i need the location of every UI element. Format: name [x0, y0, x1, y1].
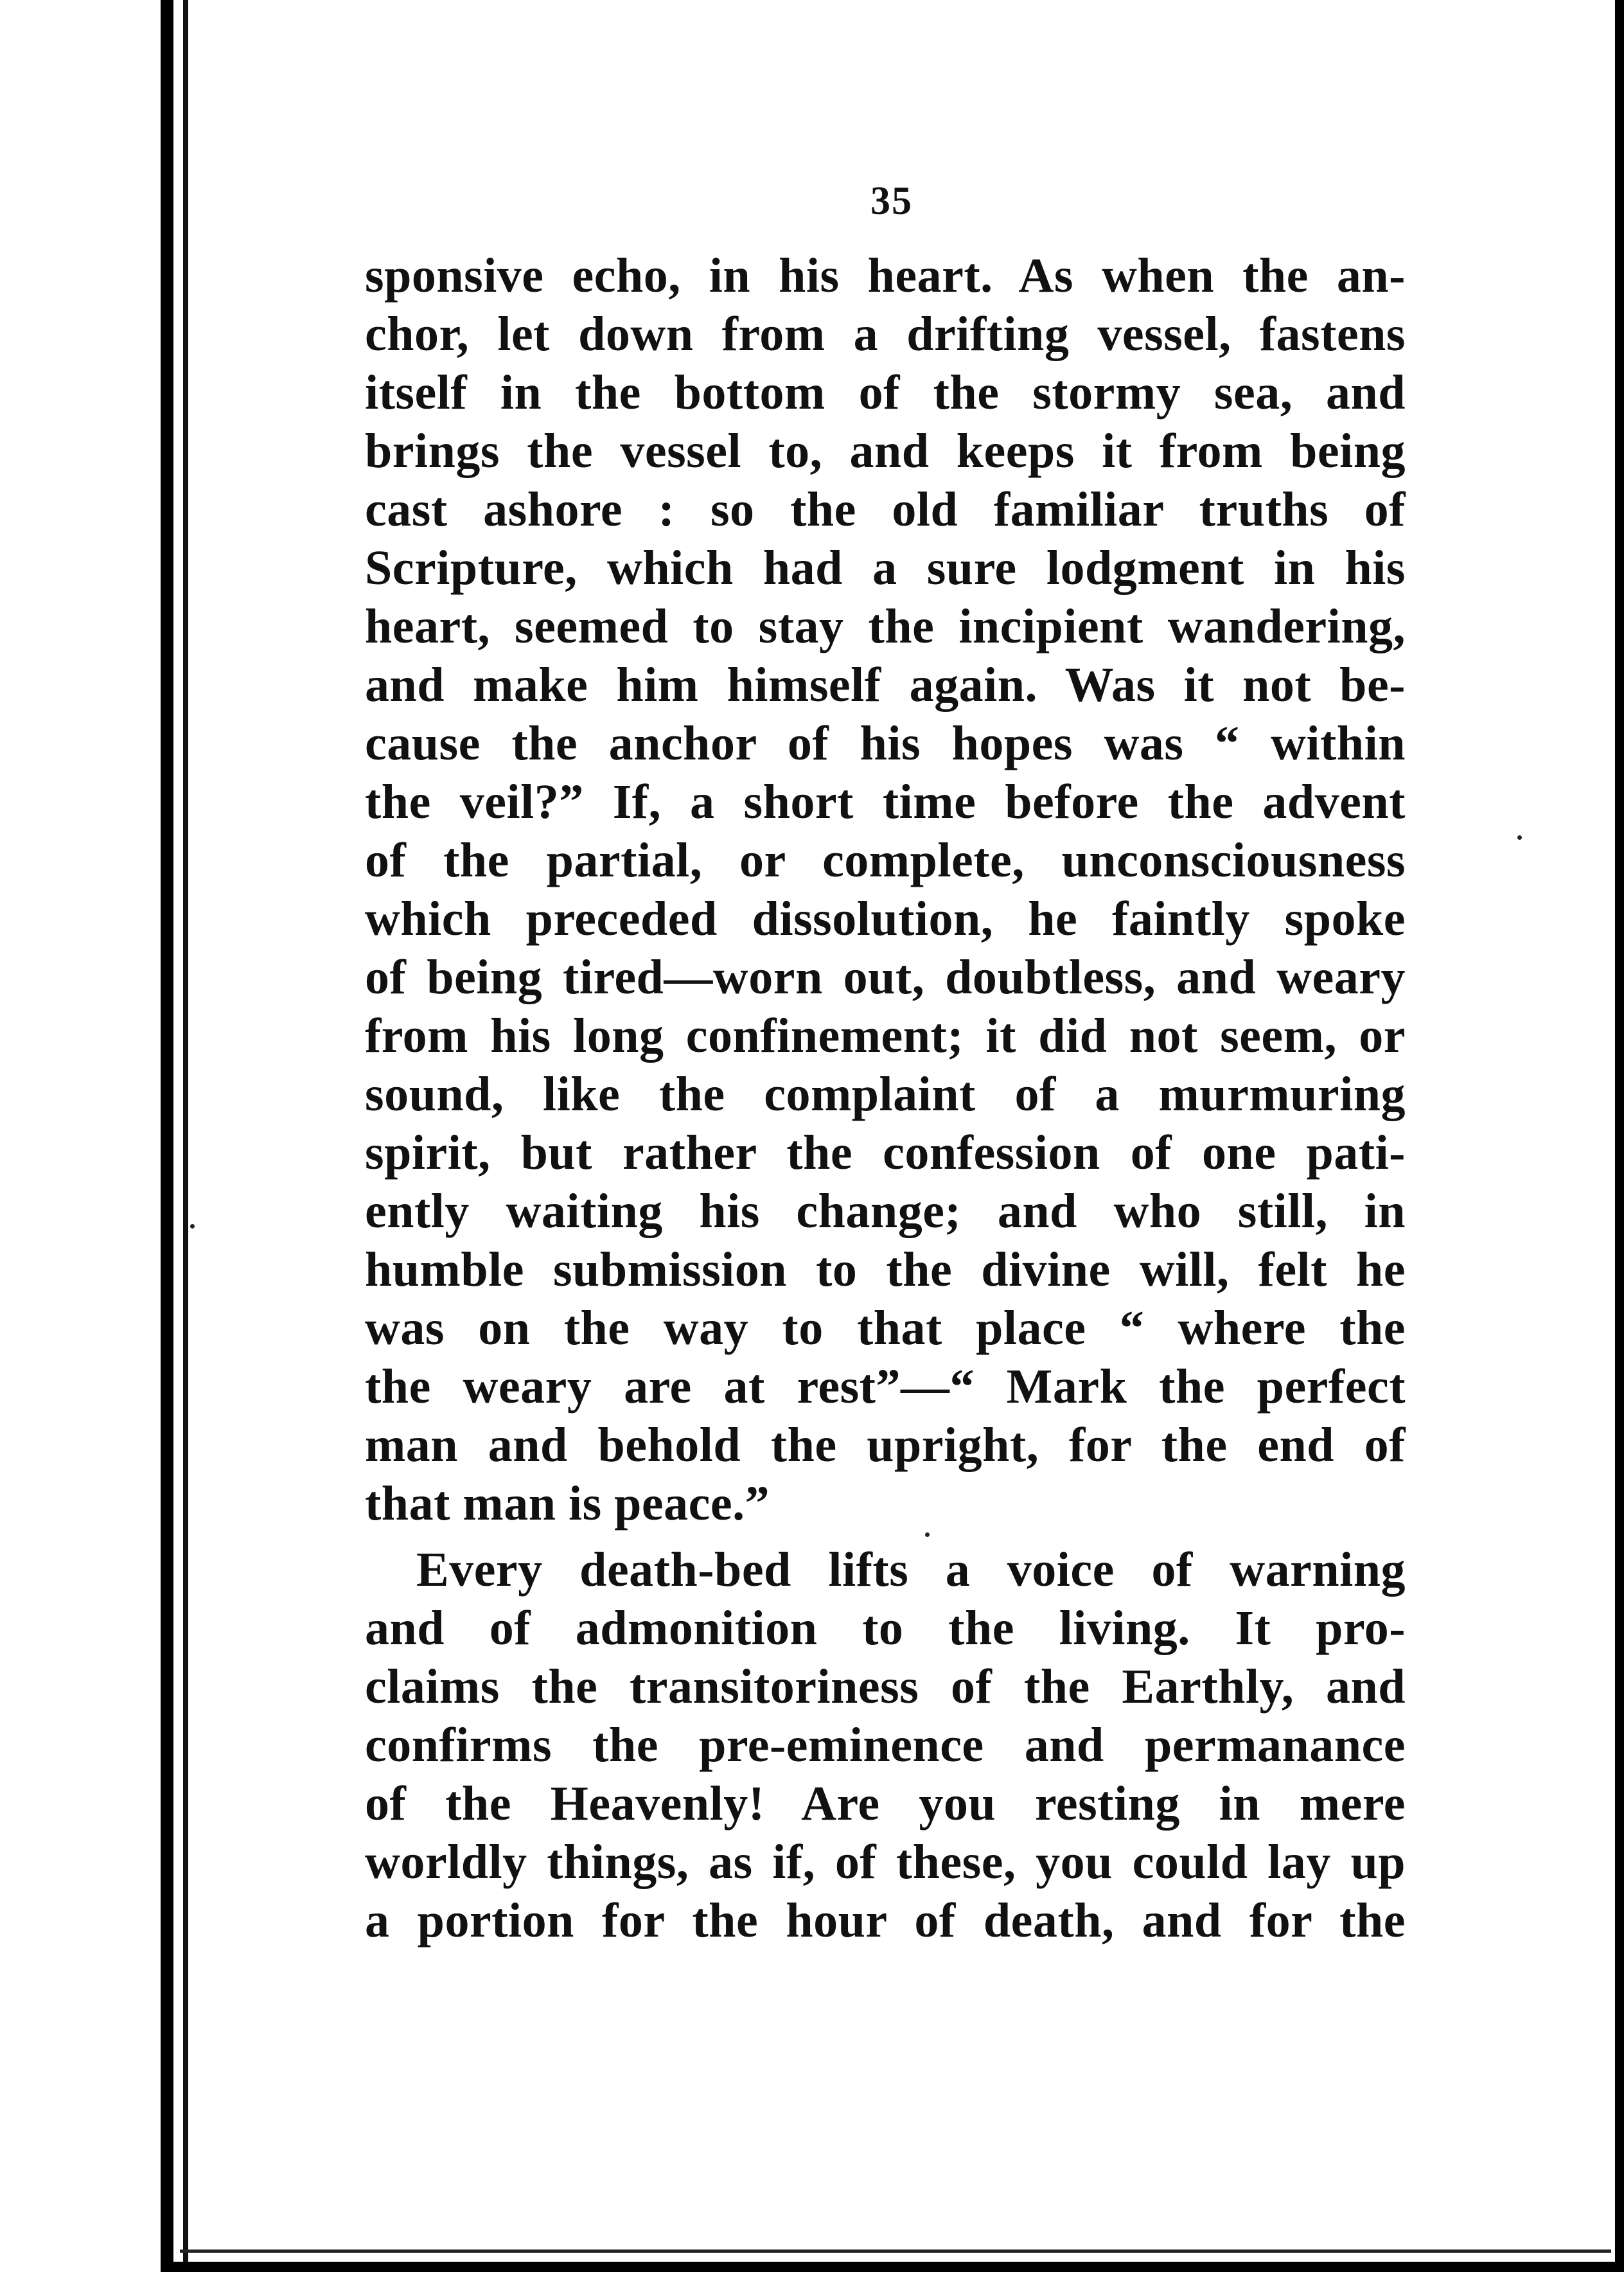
text-line: from his long confinement; it did not seem, or [365, 1009, 1406, 1063]
text-line: of the partial, or complete, unconsciousness [365, 833, 1406, 887]
left-border-rule [161, 0, 173, 2272]
text-line: that man is peace.” [365, 1477, 770, 1531]
text-line: the veil?” If, a short time before the advent [365, 775, 1406, 829]
text-line: and of admonition to the living. It pro- [365, 1601, 1406, 1655]
text-line: the weary are at rest”—“ Mark the perfect [365, 1360, 1406, 1414]
text-line: ently waiting his change; and who still, in [365, 1184, 1406, 1238]
text-line: of being tired—worn out, doubtless, and weary [365, 950, 1406, 1004]
text-line: spirit, but rather the confession of one pati- [365, 1126, 1406, 1180]
text-line: cast ashore : so the old familiar truths of [365, 483, 1406, 537]
text-line: which preceded dissolution, he faintly spoke [365, 892, 1406, 946]
text-line: was on the way to that place “ where the [365, 1301, 1406, 1355]
paragraph-1 [365, 247, 1406, 1533]
text-line: itself in the bottom of the stormy sea, and [365, 366, 1406, 420]
scan-speck [190, 1224, 195, 1229]
right-border-rule [1615, 0, 1624, 2272]
text-line: confirms the pre-eminence and permanance [365, 1718, 1406, 1772]
text-line: sponsive echo, in his heart. As when the an- [365, 249, 1406, 303]
text-line: humble submission to the divine will, felt he [365, 1243, 1406, 1297]
text-line: man and behold the upright, for the end of [365, 1418, 1406, 1472]
text-line: worldly things, as if, of these, you could lay up [365, 1835, 1406, 1889]
text-line: Scripture, which had a sure lodgment in his [365, 541, 1406, 595]
paragraph-2 [365, 1541, 1406, 1950]
bottom-border-rule [173, 2262, 1624, 2272]
text-line: chor, let down from a drifting vessel, fastens [365, 307, 1406, 361]
text-line: a portion for the hour of death, and for the [365, 1894, 1406, 1948]
body-text [365, 247, 1406, 1950]
text-line: heart, seemed to stay the incipient wandering, [365, 599, 1406, 653]
text-line: of the Heavenly! Are you resting in mere [365, 1777, 1406, 1831]
page-number: 35 [870, 179, 913, 223]
left-inner-rule [183, 0, 188, 2272]
left-margin [0, 0, 164, 2272]
paragraph-gap [365, 1533, 1406, 1541]
text-line: Every death-bed lifts a voice of warning [416, 1543, 1406, 1597]
text-line: brings the vessel to, and keeps it from being [365, 424, 1406, 478]
text-line: sound, like the complaint of a murmuring [365, 1067, 1406, 1121]
bottom-inner-rule [180, 2250, 1611, 2253]
text-line: cause the anchor of his hopes was “ within [365, 716, 1406, 770]
text-line: and make him himself again. Was it not be- [365, 658, 1406, 712]
scan-speck [1517, 835, 1522, 840]
text-line: claims the transitoriness of the Earthly, and [365, 1660, 1406, 1714]
scan-speck [925, 1532, 930, 1537]
